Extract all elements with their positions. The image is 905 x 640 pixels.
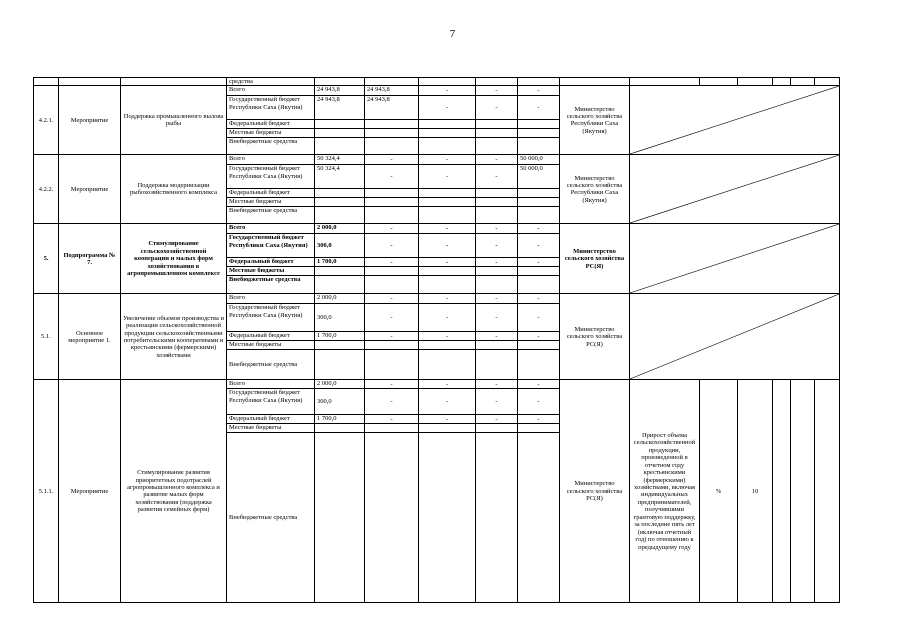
value-cell: 24 943,8 bbox=[315, 86, 365, 96]
source-label: Всего bbox=[227, 294, 315, 304]
source-label: Федеральный бюджет bbox=[227, 415, 315, 424]
indicator-value: 10 bbox=[738, 380, 773, 603]
executor: Министерство сельского хозяйства РС(Я) bbox=[560, 224, 630, 294]
source-label: Федеральный бюджет bbox=[227, 258, 315, 267]
diagonal-cell bbox=[630, 155, 840, 224]
value-cell: - bbox=[419, 234, 476, 258]
value-cell: - bbox=[476, 234, 518, 258]
value-cell: - bbox=[476, 380, 518, 389]
value-cell: - bbox=[518, 415, 560, 424]
row-type: Мероприятие bbox=[59, 86, 121, 155]
row-name: Стимулирование сельскохозяйственной кооперации и малых форм хозяйствования в агропромышленном комплексе bbox=[121, 224, 227, 294]
value-cell: - bbox=[419, 415, 476, 424]
value-cell: - bbox=[365, 294, 419, 304]
table-row bbox=[34, 380, 840, 389]
value-cell: 50 000,0 bbox=[518, 155, 560, 165]
source-label: Федеральный бюджет bbox=[227, 189, 315, 198]
source-label: Государственный бюджет Республики Саха (Якутия) bbox=[227, 165, 315, 189]
value-cell: 2 000,0 bbox=[315, 294, 365, 304]
source-label: Федеральный бюджет bbox=[227, 120, 315, 129]
value-cell: - bbox=[419, 96, 476, 120]
value-cell: 1 700,0 bbox=[315, 258, 365, 267]
program-table bbox=[33, 77, 840, 603]
value-cell: - bbox=[476, 224, 518, 234]
value-cell: - bbox=[365, 332, 419, 341]
value-cell: - bbox=[365, 380, 419, 389]
source-label: Государственный бюджет Республики Саха (Якутия) bbox=[227, 389, 315, 415]
source-label: Местные бюджеты bbox=[227, 267, 315, 276]
value-cell: 50 324,4 bbox=[315, 155, 365, 165]
value-cell: - bbox=[476, 389, 518, 415]
value-cell: - bbox=[518, 389, 560, 415]
value-cell: 24 943,8 bbox=[315, 96, 365, 120]
row-name: Поддержка модернизации рыбохозяйственного комплекса bbox=[121, 155, 227, 224]
source-label: Местные бюджеты bbox=[227, 424, 315, 433]
source-label: Государственный бюджет Республики Саха (Якутия) bbox=[227, 96, 315, 120]
value-cell: - bbox=[476, 415, 518, 424]
row-name: Поддержка промышленного вылова рыбы bbox=[121, 86, 227, 155]
value-cell: - bbox=[476, 304, 518, 332]
value-cell: - bbox=[419, 224, 476, 234]
value-cell: - bbox=[365, 258, 419, 267]
row-name: Увеличение объемов производства и реализации сельскохозяйственной продукции сельскохозяйственными потребительскими кооперативами и крестьянскими (фермерскими) хозяйствами bbox=[121, 294, 227, 380]
diagonal-cell bbox=[630, 224, 840, 294]
value-cell: - bbox=[476, 258, 518, 267]
value-cell: - bbox=[518, 234, 560, 258]
table-row bbox=[34, 224, 840, 234]
value-cell: - bbox=[476, 165, 518, 189]
value-cell: - bbox=[419, 155, 476, 165]
value-cell: - bbox=[419, 165, 476, 189]
value-cell: - bbox=[365, 165, 419, 189]
value-cell: - bbox=[365, 415, 419, 424]
source-label: Федеральный бюджет bbox=[227, 332, 315, 341]
value-cell: - bbox=[476, 294, 518, 304]
value-cell: - bbox=[419, 304, 476, 332]
row-number: 5. bbox=[34, 224, 59, 294]
source-label: Всего bbox=[227, 155, 315, 165]
row-number: 5.1.1. bbox=[34, 380, 59, 603]
source-label: Местные бюджеты bbox=[227, 341, 315, 350]
source-label: Государственный бюджет Республики Саха (Якутия) bbox=[227, 234, 315, 258]
value-cell: 300,0 bbox=[315, 389, 365, 415]
row-number: 4.2.2. bbox=[34, 155, 59, 224]
value-cell: 1 700,0 bbox=[315, 415, 365, 424]
value-cell: 24 943,8 bbox=[365, 86, 419, 96]
source-label: Внебюджетные средства bbox=[227, 350, 315, 380]
value-cell: 2 000,0 bbox=[315, 224, 365, 234]
table-row bbox=[34, 155, 840, 165]
value-cell: 300,0 bbox=[315, 304, 365, 332]
row-type: Основное мероприятие 1. bbox=[59, 294, 121, 380]
source-label: Местные бюджеты bbox=[227, 129, 315, 138]
value-cell: - bbox=[365, 234, 419, 258]
value-cell: - bbox=[365, 155, 419, 165]
value-cell: - bbox=[419, 294, 476, 304]
table-row bbox=[34, 294, 840, 304]
executor: Министерство сельского хозяйства Республики Саха (Якутия) bbox=[560, 155, 630, 224]
value-cell: - bbox=[476, 86, 518, 96]
source-label: средства bbox=[227, 78, 315, 86]
indicator-unit: % bbox=[700, 380, 738, 603]
value-cell: - bbox=[518, 304, 560, 332]
value-cell: - bbox=[518, 258, 560, 267]
indicator-text: Прирост объема сельскохозяйственной продукции, произведенной в отчетном году крестьянскими (фермерскими) хозяйствами, включая индивидуальных предпринимателей, получившими грантовую поддержку, за последние пять лет (включая отчетный год) по отношению к предыдущему году bbox=[630, 380, 700, 603]
value-cell: - bbox=[518, 294, 560, 304]
row-type: Мероприятие bbox=[59, 155, 121, 224]
table-row bbox=[34, 86, 840, 96]
value-cell: - bbox=[518, 224, 560, 234]
value-cell: - bbox=[518, 332, 560, 341]
row-number: 5.1. bbox=[34, 294, 59, 380]
value-cell: - bbox=[419, 332, 476, 341]
value-cell: - bbox=[419, 380, 476, 389]
value-cell: 2 000,0 bbox=[315, 380, 365, 389]
executor: Министерство сельского хозяйства РС(Я) bbox=[560, 294, 630, 380]
value-cell: - bbox=[476, 155, 518, 165]
page-number: 7 bbox=[449, 28, 456, 40]
executor: Министерство сельского хозяйства РС(Я) bbox=[560, 380, 630, 603]
source-label: Внебюджетные средства bbox=[227, 433, 315, 603]
row-number: 4.2.1. bbox=[34, 86, 59, 155]
row-name: Стимулирование развития приоритетных подотраслей агропромышленного комплекса и развитие малых форм хозяйствования (поддержка развития семейных ферм) bbox=[121, 380, 227, 603]
source-label: Внебюджетные средства bbox=[227, 207, 315, 224]
value-cell: - bbox=[518, 86, 560, 96]
value-cell: - bbox=[365, 389, 419, 415]
source-label: Местные бюджеты bbox=[227, 198, 315, 207]
executor: Министерство сельского хозяйства Республики Саха (Якутия) bbox=[560, 86, 630, 155]
diagonal-cell bbox=[630, 294, 840, 380]
row-type: Подпрограмма № 7. bbox=[59, 224, 121, 294]
value-cell: - bbox=[365, 304, 419, 332]
value-cell: - bbox=[419, 389, 476, 415]
value-cell: - bbox=[476, 96, 518, 120]
value-cell: - bbox=[476, 332, 518, 341]
source-label: Внебюджетные средства bbox=[227, 276, 315, 294]
table-row bbox=[34, 78, 840, 86]
value-cell: 50 324,4 bbox=[315, 165, 365, 189]
value-cell: 1 700,0 bbox=[315, 332, 365, 341]
source-label: Всего bbox=[227, 86, 315, 96]
value-cell: 24 943,8 bbox=[365, 96, 419, 120]
value-cell: 300,0 bbox=[315, 234, 365, 258]
diagonal-cell bbox=[630, 86, 840, 155]
source-label: Государственный бюджет Республики Саха (Якутия) bbox=[227, 304, 315, 332]
value-cell: 50 000,0 bbox=[518, 165, 560, 189]
value-cell: - bbox=[518, 96, 560, 120]
source-label: Внебюджетные средства bbox=[227, 138, 315, 155]
value-cell: - bbox=[365, 224, 419, 234]
row-type: Мероприятие bbox=[59, 380, 121, 603]
source-label: Всего bbox=[227, 224, 315, 234]
source-label: Всего bbox=[227, 380, 315, 389]
value-cell: - bbox=[518, 380, 560, 389]
value-cell: - bbox=[419, 258, 476, 267]
value-cell: - bbox=[419, 86, 476, 96]
